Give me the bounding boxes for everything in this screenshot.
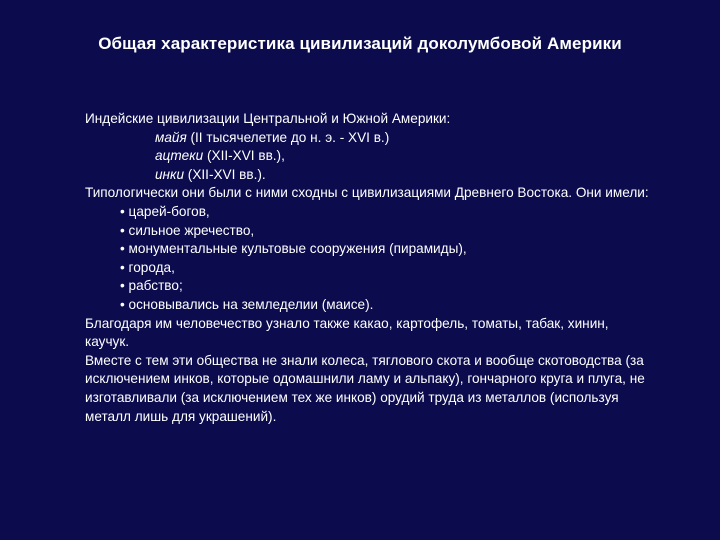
civilization-item-incas (85, 166, 655, 185)
intro-text: Индейские цивилизации Центральной и Южной Америки: (85, 111, 451, 126)
civilization-name: майя (155, 129, 187, 145)
legacy-text: Благодаря им человечество узнало также какао, картофель, томаты, табак, хинин, каучук. (85, 315, 609, 350)
feature-item: • основывались на земледелии (маисе). (120, 296, 374, 312)
civilization-period: (XII-XVI вв.), (203, 148, 285, 164)
feature-item: • сильное жречество, (120, 222, 255, 238)
typology-text: Типологически они были с ними сходны с цивилизациями Древнего Востока. Они имели: (85, 185, 649, 201)
feature-item: • рабство; (120, 278, 183, 294)
civilization-item-aztecs (85, 147, 655, 166)
feature-item: • города, (120, 259, 175, 275)
civilization-item-maya (85, 129, 655, 148)
feature-item: • монументальные культовые сооружения (пирамиды), (120, 241, 467, 257)
slide-body (85, 110, 655, 426)
civilization-period: (XII-XVI вв.). (184, 166, 266, 182)
civilization-period: (II тысячелетие до н. э. - XVI в.) (186, 129, 390, 145)
civilization-name: ацтеки (155, 148, 204, 164)
civilization-name: инки (155, 166, 185, 182)
slide-title: Общая характеристика цивилизаций доколумбовой Америки (98, 34, 622, 53)
limits-text: Вместе с тем эти общества не знали колеса, тяглового скота и вообще скотоводства (за исключением инков, которые одомашнили ламу и альпаку), гончарного круга и плуга, не изготавливали (за исключением тех же инков) орудий труда из металлов (используя металл лишь для украшений). (85, 352, 645, 424)
feature-item: • царей-богов, (120, 203, 210, 219)
